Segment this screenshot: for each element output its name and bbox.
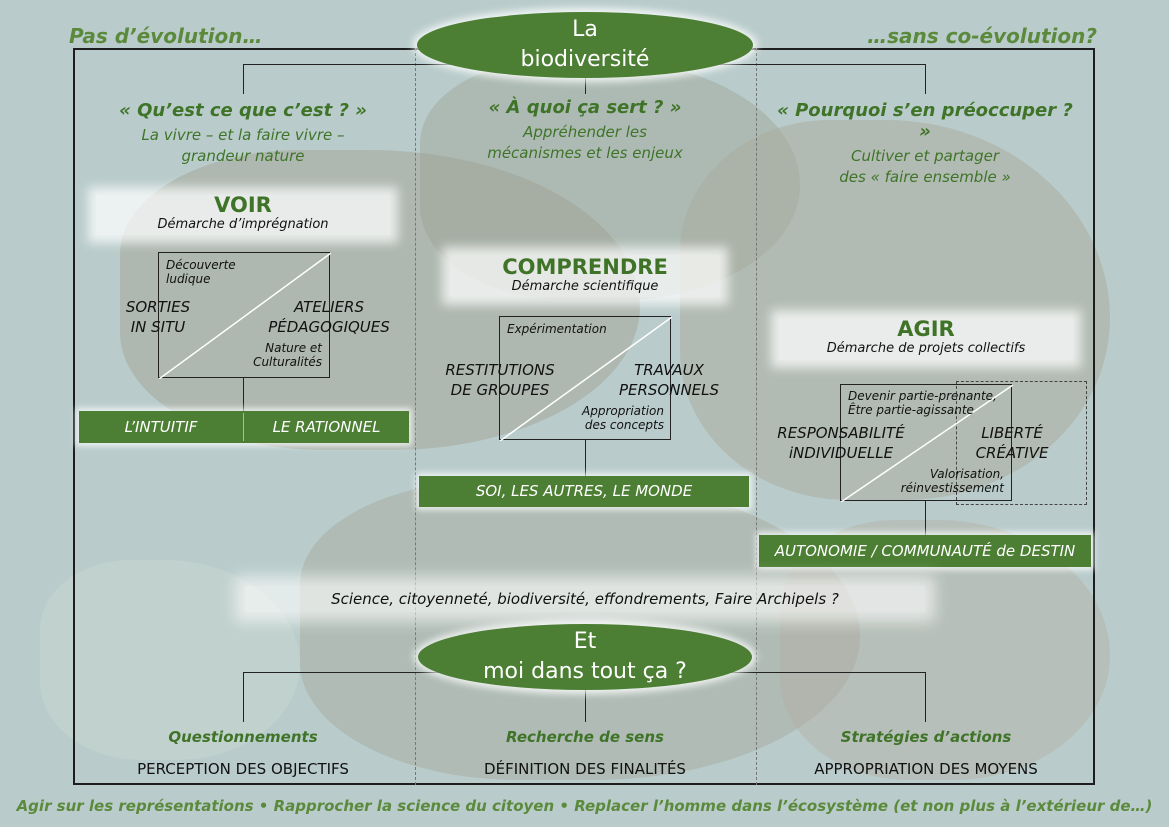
bottom-col-2-black: DÉFINITION DES FINALITÉS [484, 760, 686, 778]
ellipse-line-2: biodiversité [520, 47, 650, 72]
question-subtitle: grandeur nature [181, 147, 305, 165]
comprendre-title: COMPRENDRE [502, 255, 668, 279]
question-subtitle: des « faire ensemble » [839, 168, 1011, 186]
question-what [90, 100, 396, 167]
connector [243, 378, 244, 411]
question-why-care [770, 100, 1080, 188]
comprendre-heading [450, 255, 720, 294]
agir-bottom-right-label: Valorisation, réinvestissement [900, 467, 1004, 495]
voir-subtitle: Démarche d’imprégnation [157, 217, 329, 232]
comprendre-top-left-label: Expérimentation [507, 322, 607, 336]
connector [585, 440, 586, 476]
voir-heading [96, 193, 390, 232]
question-title: « Qu’est ce que c’est ? » [119, 100, 367, 121]
bottom-col-1-green: Questionnements [168, 728, 318, 746]
comprendre-bottom-right-label: Appropriation des concepts [582, 404, 664, 432]
intuitif-label: L’INTUITIF [124, 418, 198, 436]
biodiversite-ellipse [417, 12, 753, 78]
connector [925, 64, 926, 94]
question-title: « À quoi ça sert ? » [488, 97, 682, 118]
agir-top-left-label: Devenir partie-prenante, Être partie-agissante [848, 389, 997, 417]
agir-left-label: RESPONSABILITÉ iNDIVIDUELLE [777, 424, 905, 462]
ellipse-line-1: La [572, 17, 598, 42]
question-subtitle: mécanismes et les enjeux [487, 144, 683, 162]
et-moi-ellipse [418, 624, 752, 690]
question-title: « Pourquoi s’en préoccuper ? » [777, 100, 1073, 142]
connector [925, 501, 926, 535]
corner-left-text: Pas d’évolution… [69, 24, 263, 48]
bottom-col-2-green: Recherche de sens [506, 728, 664, 746]
voir-title: VOIR [214, 193, 272, 217]
connector [243, 672, 244, 722]
question-subtitle: Appréhender les [523, 123, 647, 141]
question-subtitle: Cultiver et partager [851, 147, 999, 165]
question-subtitle: La vivre – et la faire vivre – [141, 126, 345, 144]
voir-left-label: SORTIES IN SITU [125, 298, 191, 336]
question-why-useful [430, 97, 740, 164]
comprendre-left-label: RESTITUTIONS DE GROUPES [445, 361, 555, 399]
connector [925, 672, 926, 722]
footer-text: Agir sur les représentations • Rapprocher la science du citoyen • Replacer l’homme dans l’écosystème (et non plus à l’extérieur de…) [16, 797, 1153, 815]
agir-title: AGIR [897, 317, 955, 341]
ellipse-line-2: moi dans tout ça ? [483, 659, 687, 684]
comprendre-subtitle: Démarche scientifique [511, 279, 659, 294]
voir-bar [79, 411, 409, 443]
voir-top-left-label: Découverte ludique [166, 258, 236, 286]
corner-right-text: …sans co-évolution? [867, 24, 1097, 48]
autonomie-bar: AUTONOMIE / COMMUNAUTÉ de DESTIN [759, 535, 1091, 567]
column-divider [756, 48, 757, 785]
bottom-col-1-black: PERCEPTION DES OBJECTIFS [137, 760, 349, 778]
agir-subtitle: Démarche de projets collectifs [826, 341, 1026, 356]
soi-autres-monde-bar: SOI, LES AUTRES, LE MONDE [419, 476, 749, 507]
ellipse-line-1: Et [573, 629, 597, 654]
connector [585, 690, 586, 722]
voir-right-label: ATELIERS PÉDAGOGIQUES [268, 298, 390, 336]
agir-heading [779, 317, 1073, 356]
connector [243, 64, 244, 94]
bottom-col-3-green: Stratégies d’actions [840, 728, 1012, 746]
comprendre-right-label: TRAVAUX PERSONNELS [618, 361, 720, 399]
agir-right-label: LIBERTÉ CRÉATIVE [975, 424, 1049, 462]
middle-line-text: Science, citoyenneté, biodiversité, effondrements, Faire Archipels ? [331, 590, 839, 608]
rationnel-label: LE RATIONNEL [272, 418, 381, 436]
voir-bottom-right-label: Nature et Culturalités [253, 341, 322, 369]
column-divider [415, 48, 416, 785]
bottom-col-3-black: APPROPRIATION DES MOYENS [814, 760, 1038, 778]
